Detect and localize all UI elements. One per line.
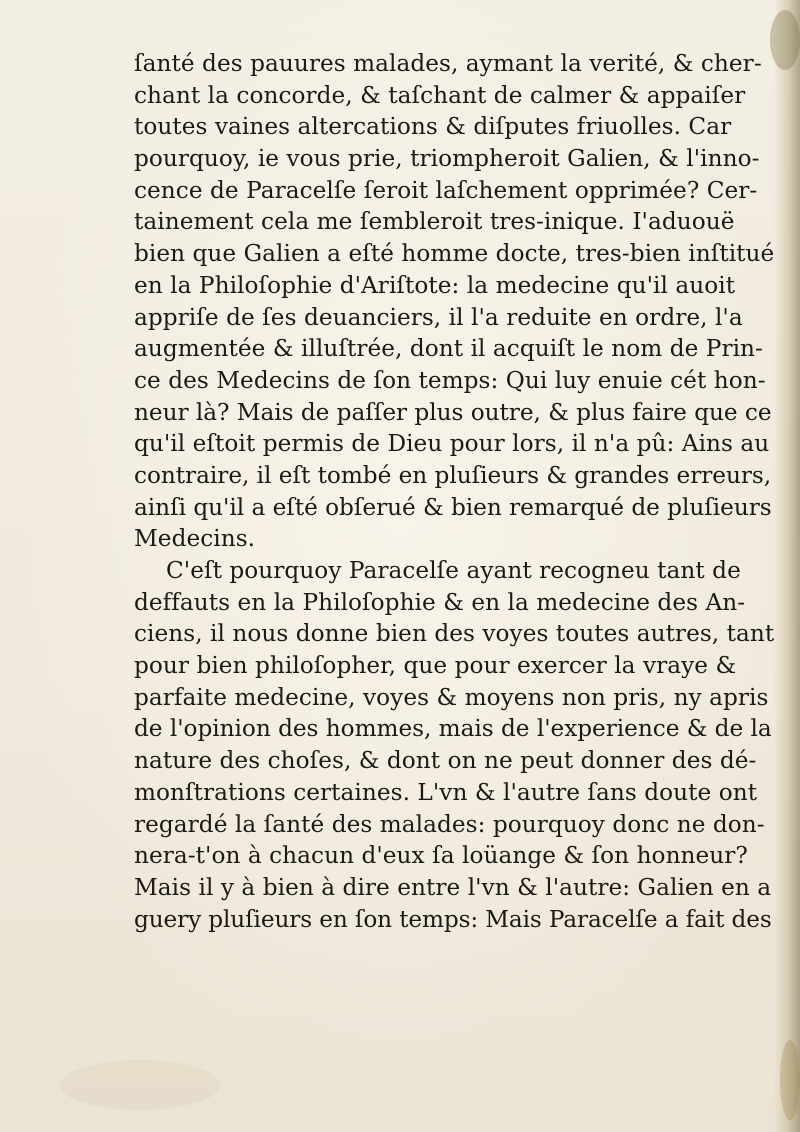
page-edge-shadow [774, 0, 800, 1132]
page-text [134, 48, 774, 935]
text-line: neur là? Mais de paſſer plus outre, & plus faire que ce [134, 398, 772, 426]
text-line: regardé la ſanté des malades: pourquoy donc ne don- [134, 810, 765, 838]
text-line: ciens, il nous donne bien des voyes toutes autres, tant [134, 620, 775, 648]
text-line: cence de Paracelſe ſeroit laſchement opprimée? Cer- [134, 176, 758, 204]
paper-stain [770, 10, 800, 70]
paper-stain [60, 1060, 220, 1110]
text-line: en la Philoſophie d'Ariſtote: la medecine qu'il auoit [134, 271, 736, 299]
text-line: monſtrations certaines. L'vn & l'autre ſans doute ont [134, 778, 758, 806]
text-line: pour bien philoſopher, que pour exercer la vraye & [134, 652, 737, 680]
text-line: ſanté des pauures malades, aymant la verité, & cher- [134, 50, 762, 77]
text-line: nature des choſes, & dont on ne peut donner des dé- [134, 747, 757, 775]
paragraph-start-line: C'eſt pourquoy Paracelſe ayant recogneu tant de [166, 557, 741, 584]
text-line: deffauts en la Philoſophie & en la medecine des An- [134, 588, 746, 616]
text-line: bien que Galien a eſté homme docte, tres-bien inſtitué [134, 240, 775, 268]
text-line: ainſi qu'il a eſté obſerué & bien remarqué de pluſieurs [134, 493, 772, 521]
text-line: nera-t'on à chacun d'eux ſa loüange & ſon honneur? [134, 842, 748, 870]
paper-stain [780, 1040, 800, 1120]
text-line: parfaite medecine, voyes & moyens non pris, ny apris [134, 683, 769, 711]
text-line: guery pluſieurs en ſon temps: Mais Paracelſe a fait des [134, 905, 772, 933]
text-line: chant la concorde, & taſchant de calmer & appaiſer [134, 81, 746, 109]
text-line: qu'il eſtoit permis de Dieu pour lors, il n'a pû: Ains au [134, 430, 770, 458]
text-line: toutes vaines altercations & diſputes friuolles. Car [134, 113, 732, 141]
text-line: Mais il y à bien à dire entre l'vn & l'autre: Galien en a [134, 873, 772, 901]
text-line: tainement cela me ſembleroit tres-inique. I'aduouë [134, 208, 735, 236]
text-line: contraire, il eſt tombé en pluſieurs & grandes erreurs, [134, 461, 772, 489]
text-line: Medecins. [134, 525, 256, 553]
text-line: ce des Medecins de ſon temps: Qui luy enuie cét hon- [134, 366, 766, 394]
text-line: de l'opinion des hommes, mais de l'experience & de la [134, 715, 772, 743]
text-line: appriſe de ſes deuanciers, il l'a reduite en ordre, l'a [134, 303, 743, 331]
text-line: augmentée & illuſtrée, dont il acquiſt le nom de Prin- [134, 335, 763, 363]
text-line: pourquoy, ie vous prie, triompheroit Galien, & l'inno- [134, 145, 760, 173]
